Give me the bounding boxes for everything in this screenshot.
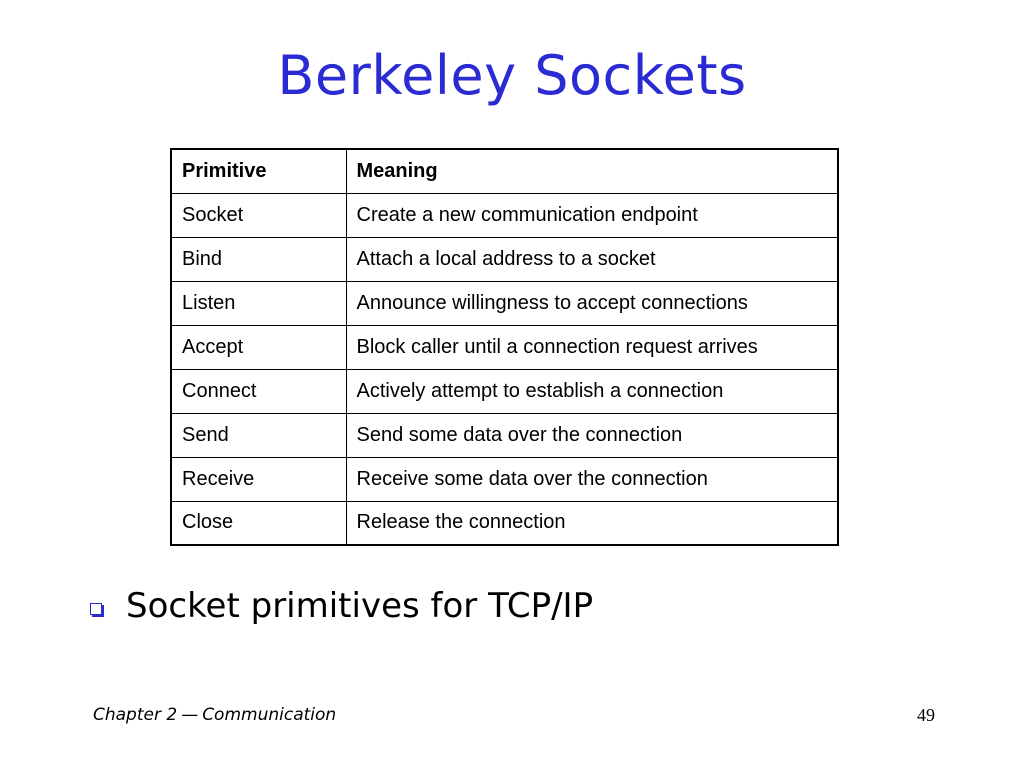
header-meaning: Meaning (346, 149, 838, 193)
primitive-cell: Send (171, 413, 346, 457)
footer-separator: — (181, 705, 199, 725)
footer-chapter (93, 705, 336, 725)
slide-title: Berkeley Sockets (277, 44, 747, 107)
meaning-cell: Create a new communication endpoint (346, 193, 838, 237)
meaning-cell: Actively attempt to establish a connection (346, 369, 838, 413)
meaning-cell: Send some data over the connection (346, 413, 838, 457)
meaning-cell: Attach a local address to a socket (346, 237, 838, 281)
primitive-cell: Receive (171, 457, 346, 501)
bullet-item (90, 582, 593, 630)
primitive-cell: Connect (171, 369, 346, 413)
primitives-table (170, 148, 839, 546)
header-primitive: Primitive (171, 149, 346, 193)
meaning-cell: Receive some data over the connection (346, 457, 838, 501)
table-row (171, 413, 838, 457)
table-row (171, 457, 838, 501)
footer-topic: Communication (202, 705, 337, 725)
meaning-cell: Block caller until a connection request arrives (346, 325, 838, 369)
hollow-square-bullet-icon (90, 603, 102, 615)
primitive-cell: Listen (171, 281, 346, 325)
table-row (171, 193, 838, 237)
primitive-cell: Bind (171, 237, 346, 281)
footer-chapter-label: Chapter 2 (93, 705, 178, 725)
meaning-cell: Announce willingness to accept connections (346, 281, 838, 325)
table-row (171, 369, 838, 413)
table-header-row (171, 149, 838, 193)
primitive-cell: Accept (171, 325, 346, 369)
bullet-text: Socket primitives for TCP/IP (126, 586, 594, 626)
meaning-cell: Release the connection (346, 501, 838, 545)
table-row (171, 281, 838, 325)
primitive-cell: Socket (171, 193, 346, 237)
page-number: 49 (917, 705, 935, 725)
primitives-table-container (170, 148, 839, 546)
primitive-cell: Close (171, 501, 346, 545)
table-row (171, 501, 838, 545)
table-row (171, 325, 838, 369)
table-row (171, 237, 838, 281)
